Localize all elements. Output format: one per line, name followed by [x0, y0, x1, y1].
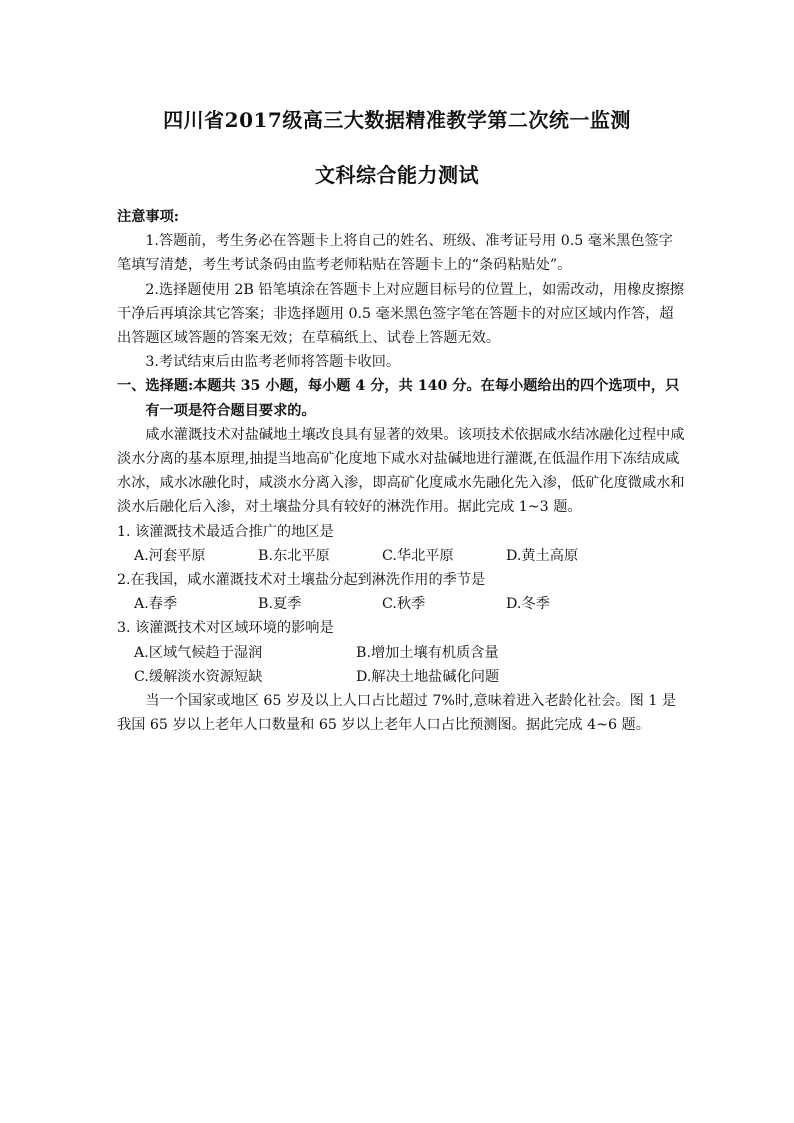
passage-aging-population: 当一个国家或地区 65 岁及以上人口占比超过 7%时,意味着进入老龄化社会。图 1 是我国 65 岁以上老年人口数量和 65 岁以上老年人口占比预测图。据此完成 4~6 题。 [117, 693, 677, 734]
question-2-options [117, 592, 685, 616]
question-3-options-row-2 [117, 665, 685, 689]
passage-salt-water-irrigation: 咸水灌溉技术对盐碱地土壤改良具有显著的效果。该项技术依据咸水结冰融化过程中咸淡水分离的基本原理,抽提当地高矿化度地下咸水对盐碱地进行灌溉,在低温作用下冻结成咸水冰，咸水冰融化时，咸淡水分离入渗，即高矿化度咸水先融化先入渗，低矿化度微咸水和淡水后融化后入渗，对土壤盐分具有较好的淋洗作用。据此完成 1~3 题。 [117, 426, 685, 516]
question-2-stem: 2.在我国，咸水灌溉技术对土壤盐分起到淋洗作用的季节是 [117, 572, 486, 589]
notice-heading: 注意事项: [117, 209, 179, 225]
option-d: D.解决土地盐碱化问题 [356, 668, 500, 685]
option-a: A.河套平原 [134, 547, 206, 564]
section-heading: 一、选择题:本题共 35 小题，每小题 4 分，共 140 分。在每小题给出的四个选项中，只有一项是符合题目要求的。 [117, 378, 680, 419]
exam-body [117, 205, 685, 737]
option-d: D.黄土高原 [506, 547, 579, 564]
option-b: B.增加土壤有机质含量 [356, 644, 499, 661]
notice-item-2: 2.选择题使用 2B 铅笔填涂在答题卡上对应题目标号的位置上，如需改动，用橡皮擦擦干净后再填涂其它答案；非选择题用 0.5 毫米黑色签字笔在答题卡的对应区域内作答，超出答题区域答题的答案无效；在草稿纸上、试卷上答题无效。 [117, 281, 684, 347]
option-c: C.缓解淡水资源短缺 [134, 668, 263, 685]
notice-item-1: 1.答题前，考生务必在答题卡上将自己的姓名、班级、准考证号用 0.5 毫米黑色签字笔填写清楚，考生考试条码由监考老师粘贴在答题卡上的“条码粘贴处”。 [117, 233, 673, 274]
option-a: A.区域气候趋于湿润 [134, 644, 263, 661]
page-subtitle: 文科综合能力测试 [315, 163, 479, 187]
option-c: C.秋季 [382, 596, 426, 613]
option-a: A.春季 [134, 596, 178, 613]
page-title: 四川省2017级高三大数据精准教学第二次统一监测 [163, 108, 631, 132]
question-3-stem: 3. 该灌溉技术对区域环境的影响是 [117, 620, 334, 637]
option-b: B.东北平原 [258, 547, 330, 564]
option-c: C.华北平原 [382, 547, 454, 564]
notice-item-3: 3.考试结束后由监考老师将答题卡收回。 [145, 354, 401, 371]
question-3-options-row-1 [117, 641, 685, 665]
option-d: D.冬季 [506, 596, 550, 613]
question-1-options [117, 544, 685, 568]
option-b: B.夏季 [258, 596, 302, 613]
question-1-stem: 1. 该灌溉技术最适合推广的地区是 [117, 523, 334, 540]
